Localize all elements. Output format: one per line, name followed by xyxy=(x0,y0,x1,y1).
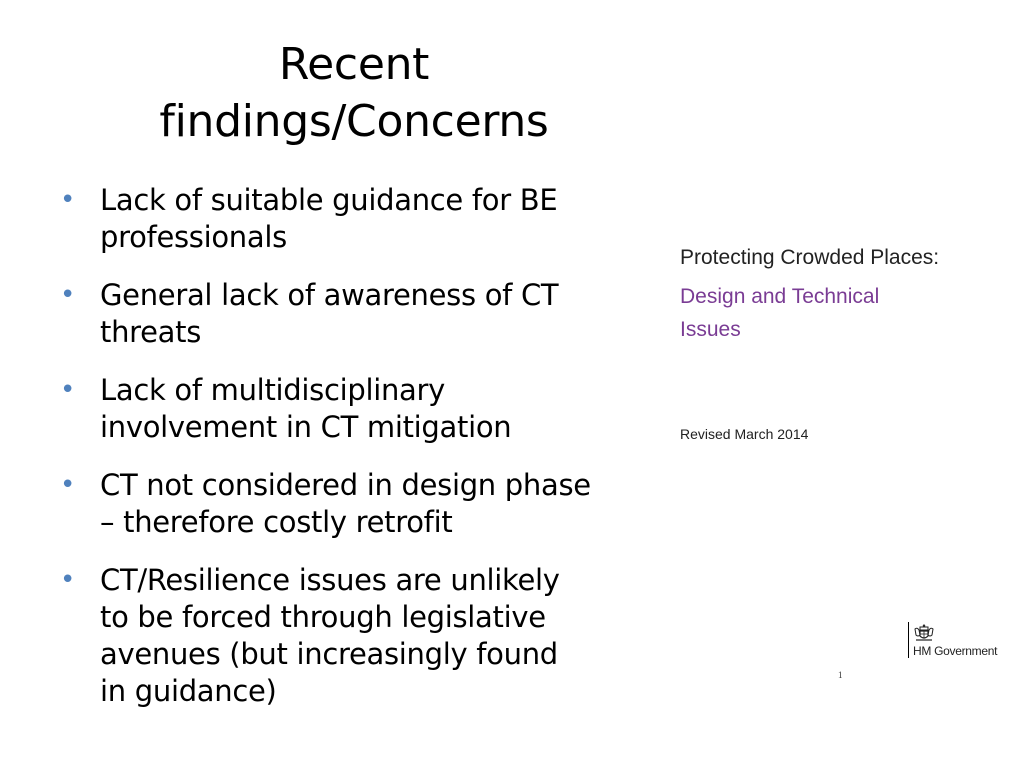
document-title: Protecting Crowded Places: xyxy=(680,246,940,269)
bullet-item xyxy=(58,562,638,710)
bullet-line: involvement in CT mitigation xyxy=(100,410,512,444)
bullet-dot-icon: • xyxy=(60,185,76,215)
bullet-item xyxy=(58,372,638,446)
bullet-item xyxy=(58,467,638,541)
bullet-dot-icon: • xyxy=(60,565,76,595)
document-revised-date: Revised March 2014 xyxy=(680,426,809,442)
royal-crest-icon xyxy=(913,623,935,643)
document-subtitle xyxy=(680,280,960,346)
document-page-number: 1 xyxy=(838,670,843,680)
hm-government-logo xyxy=(908,620,997,658)
bullet-dot-icon: • xyxy=(60,375,76,405)
document-subtitle-line: Design and Technical xyxy=(680,285,880,308)
document-cover-image xyxy=(664,170,1024,710)
bullet-line: to be forced through legislative xyxy=(100,600,546,634)
bullet-line: avenues (but increasingly found xyxy=(100,637,558,671)
bullet-item xyxy=(58,182,638,256)
slide-title-line: findings/Concerns xyxy=(159,96,549,147)
bullet-dot-icon: • xyxy=(60,280,76,310)
bullet-line: General lack of awareness of CT xyxy=(100,278,559,312)
logo-content xyxy=(913,623,997,658)
bullet-line: in guidance) xyxy=(100,674,277,708)
slide-title-line: Recent xyxy=(278,39,430,90)
bullet-line: CT not considered in design phase xyxy=(100,468,591,502)
bullet-line: – therefore costly retrofit xyxy=(100,505,453,539)
bullet-line: Lack of suitable guidance for BE xyxy=(100,183,558,217)
bullet-dot-icon: • xyxy=(60,470,76,500)
bullet-item xyxy=(58,277,638,351)
logo-label: HM Government xyxy=(913,644,998,658)
bullet-line: Lack of multidisciplinary xyxy=(100,373,446,407)
logo-divider xyxy=(908,622,909,658)
slide-title xyxy=(100,36,608,150)
bullet-list xyxy=(58,182,638,731)
document-subtitle-line: Issues xyxy=(680,318,741,341)
bullet-line: CT/Resilience issues are unlikely xyxy=(100,563,560,597)
bullet-line: threats xyxy=(100,315,202,349)
bullet-line: professionals xyxy=(100,220,287,254)
